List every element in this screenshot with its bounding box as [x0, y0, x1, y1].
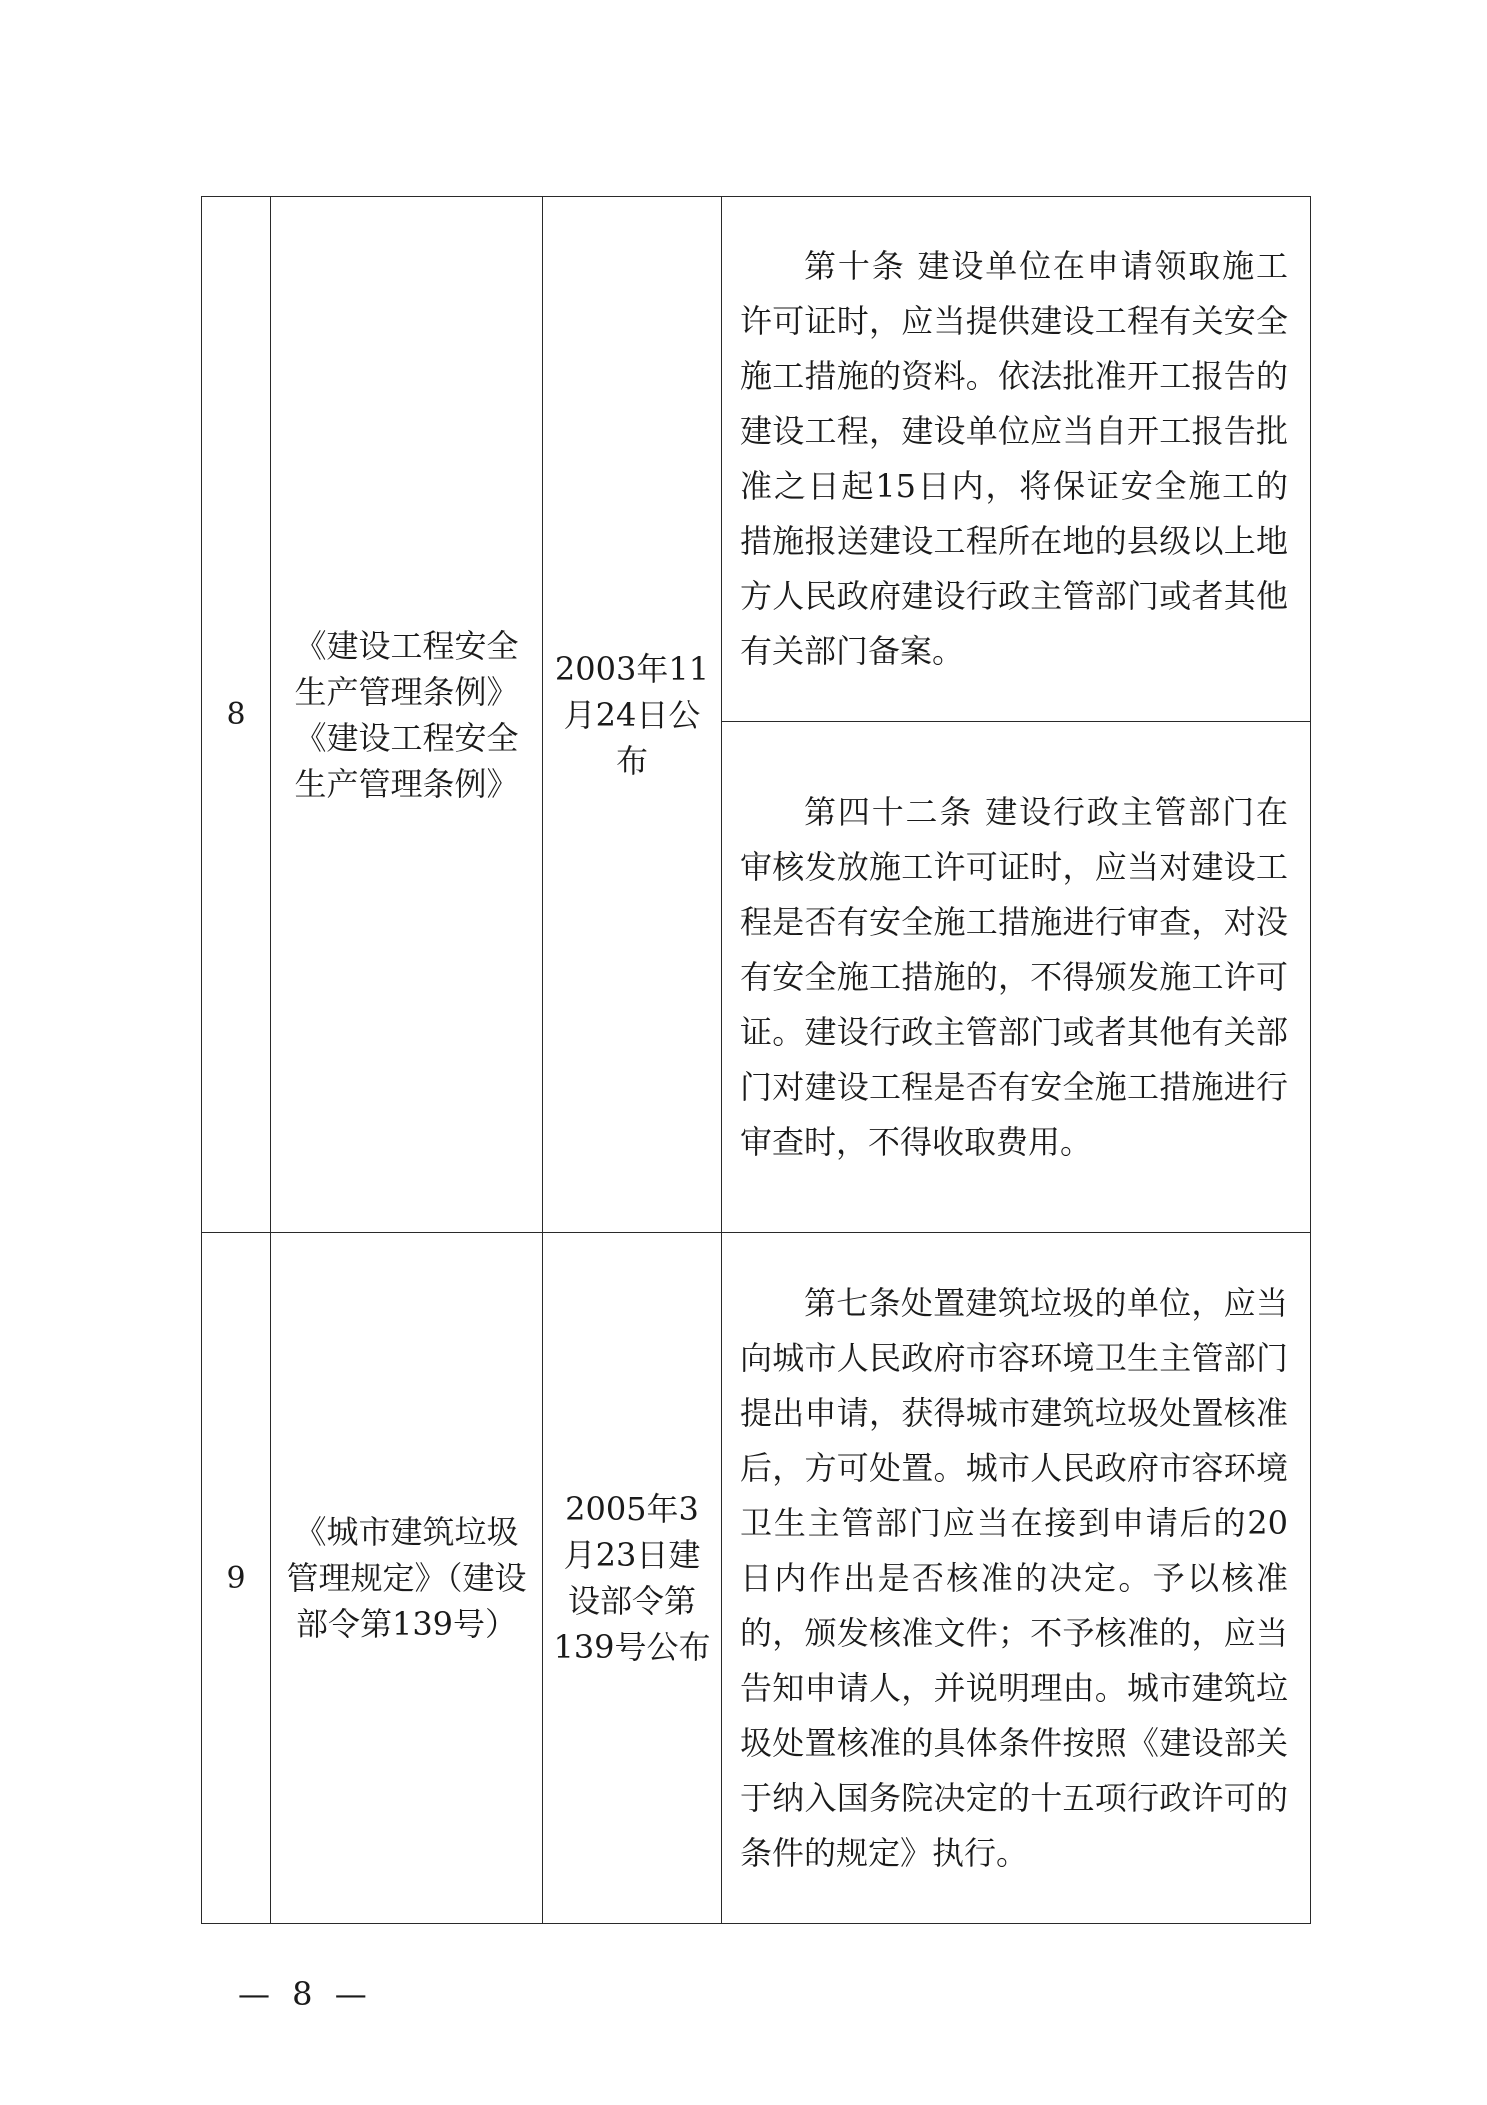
page-number: — 8 —: [238, 1975, 373, 2013]
article-text: 第十条 建设单位在申请领取施工许可证时，应当提供建设工程有关安全施工措施的资料。依法批准开工报告的建设工程，建设单位应当自开工报告批准之日起15日内，将保证安全施工的措施报送建设工程所在地的县级以上地方人民政府建设行政主管部门或者其他有关部门备案。: [740, 247, 1288, 670]
publication-date: 2005年3月23日建设部令第139号公布: [543, 1233, 722, 1924]
regulation-name: [271, 197, 543, 1233]
row-number: 8: [202, 197, 271, 1233]
row-number: 9: [202, 1233, 271, 1924]
regulation-name-line: 《建设工程安全生产管理条例》: [294, 626, 519, 711]
article-text: 第四十二条 建设行政主管部门在审核发放施工许可证时，应当对建设工程是否有安全施工措施进行审查，对没有安全施工措施的，不得颁发施工许可证。建设行政主管部门或者其他有关部门对建设工程是否有安全施工措施进行审查时，不得收取费用。: [740, 792, 1288, 1161]
publication-date: 2003年11月24日公布: [543, 197, 722, 1233]
article-cell: [722, 722, 1311, 1233]
regulation-name-line: 《建设工程安全生产管理条例》: [294, 718, 519, 803]
regulations-table: [201, 196, 1311, 1924]
regulation-name-line: 《城市建筑垃圾管理规定》（建设部令第139号）: [286, 1513, 527, 1643]
article-text: 第七条处置建筑垃圾的单位，应当向城市人民政府市容环境卫生主管部门提出申请，获得城市建筑垃圾处置核准后，方可处置。城市人民政府市容环境卫生主管部门应当在接到申请后的20日内作出是否核准的决定。予以核准的，颁发核准文件；不予核准的，应当告知申请人，并说明理由。城市建筑垃圾处置核准的具体条件按照《建设部关于纳入国务院决定的十五项行政许可的条件的规定》执行。: [740, 1283, 1288, 1872]
article-cell: [722, 197, 1311, 722]
regulation-name: [271, 1233, 543, 1924]
article-cell: [722, 1233, 1311, 1924]
table-row: [202, 197, 1311, 722]
table-row: [202, 1233, 1311, 1924]
